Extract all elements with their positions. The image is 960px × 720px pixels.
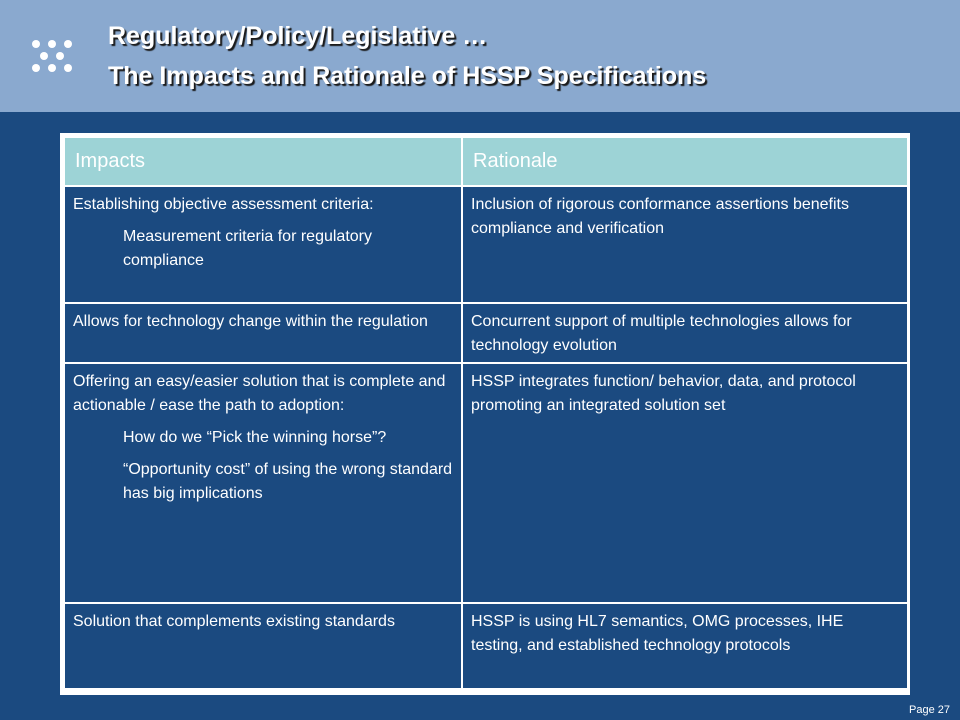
page-number: Page 27: [909, 704, 950, 716]
header-band: [0, 0, 960, 112]
column-header-impacts: Impacts: [64, 137, 462, 186]
impact-sub-point: How do we “Pick the winning horse”?: [123, 429, 387, 446]
slide-title-line-2: The Impacts and Rationale of HSSP Specifications: [108, 62, 707, 90]
slide-title-line-1: Regulatory/Policy/Legislative …: [108, 22, 488, 50]
impact-sub-point: “Opportunity cost” of using the wrong standard has big implications: [123, 461, 453, 502]
table-row: [64, 186, 908, 303]
impact-cell: [64, 363, 462, 603]
table-header-row: [64, 137, 908, 186]
impact-cell: [64, 186, 462, 303]
dots-logo-icon: [0, 0, 100, 100]
rationale-cell: [462, 363, 908, 603]
column-header-rationale: Rationale: [462, 137, 908, 186]
impact-text: Establishing objective assessment criteria:: [73, 196, 374, 213]
table-row: [64, 363, 908, 603]
table-row: [64, 303, 908, 363]
impacts-rationale-table-frame: [60, 133, 910, 695]
rationale-cell: [462, 186, 908, 303]
rationale-text: HSSP integrates function/ behavior, data, and protocol promoting an integrated solution set: [471, 373, 856, 414]
table-row: [64, 603, 908, 689]
impact-text: Allows for technology change within the regulation: [73, 313, 428, 330]
impact-cell: [64, 303, 462, 363]
impact-cell: [64, 603, 462, 689]
impact-sub-point: Measurement criteria for regulatory compliance: [123, 228, 372, 269]
rationale-cell: [462, 603, 908, 689]
rationale-text: Concurrent support of multiple technologies allows for technology evolution: [471, 313, 852, 354]
rationale-text: HSSP is using HL7 semantics, OMG processes, IHE testing, and established technology protocols: [471, 613, 844, 654]
impact-text: Solution that complements existing standards: [73, 613, 395, 630]
impact-text: Offering an easy/easier solution that is complete and actionable / ease the path to adoption:: [73, 373, 446, 414]
impacts-rationale-table: [63, 136, 909, 690]
rationale-text: Inclusion of rigorous conformance assertions benefits compliance and verification: [471, 196, 849, 237]
rationale-cell: [462, 303, 908, 363]
